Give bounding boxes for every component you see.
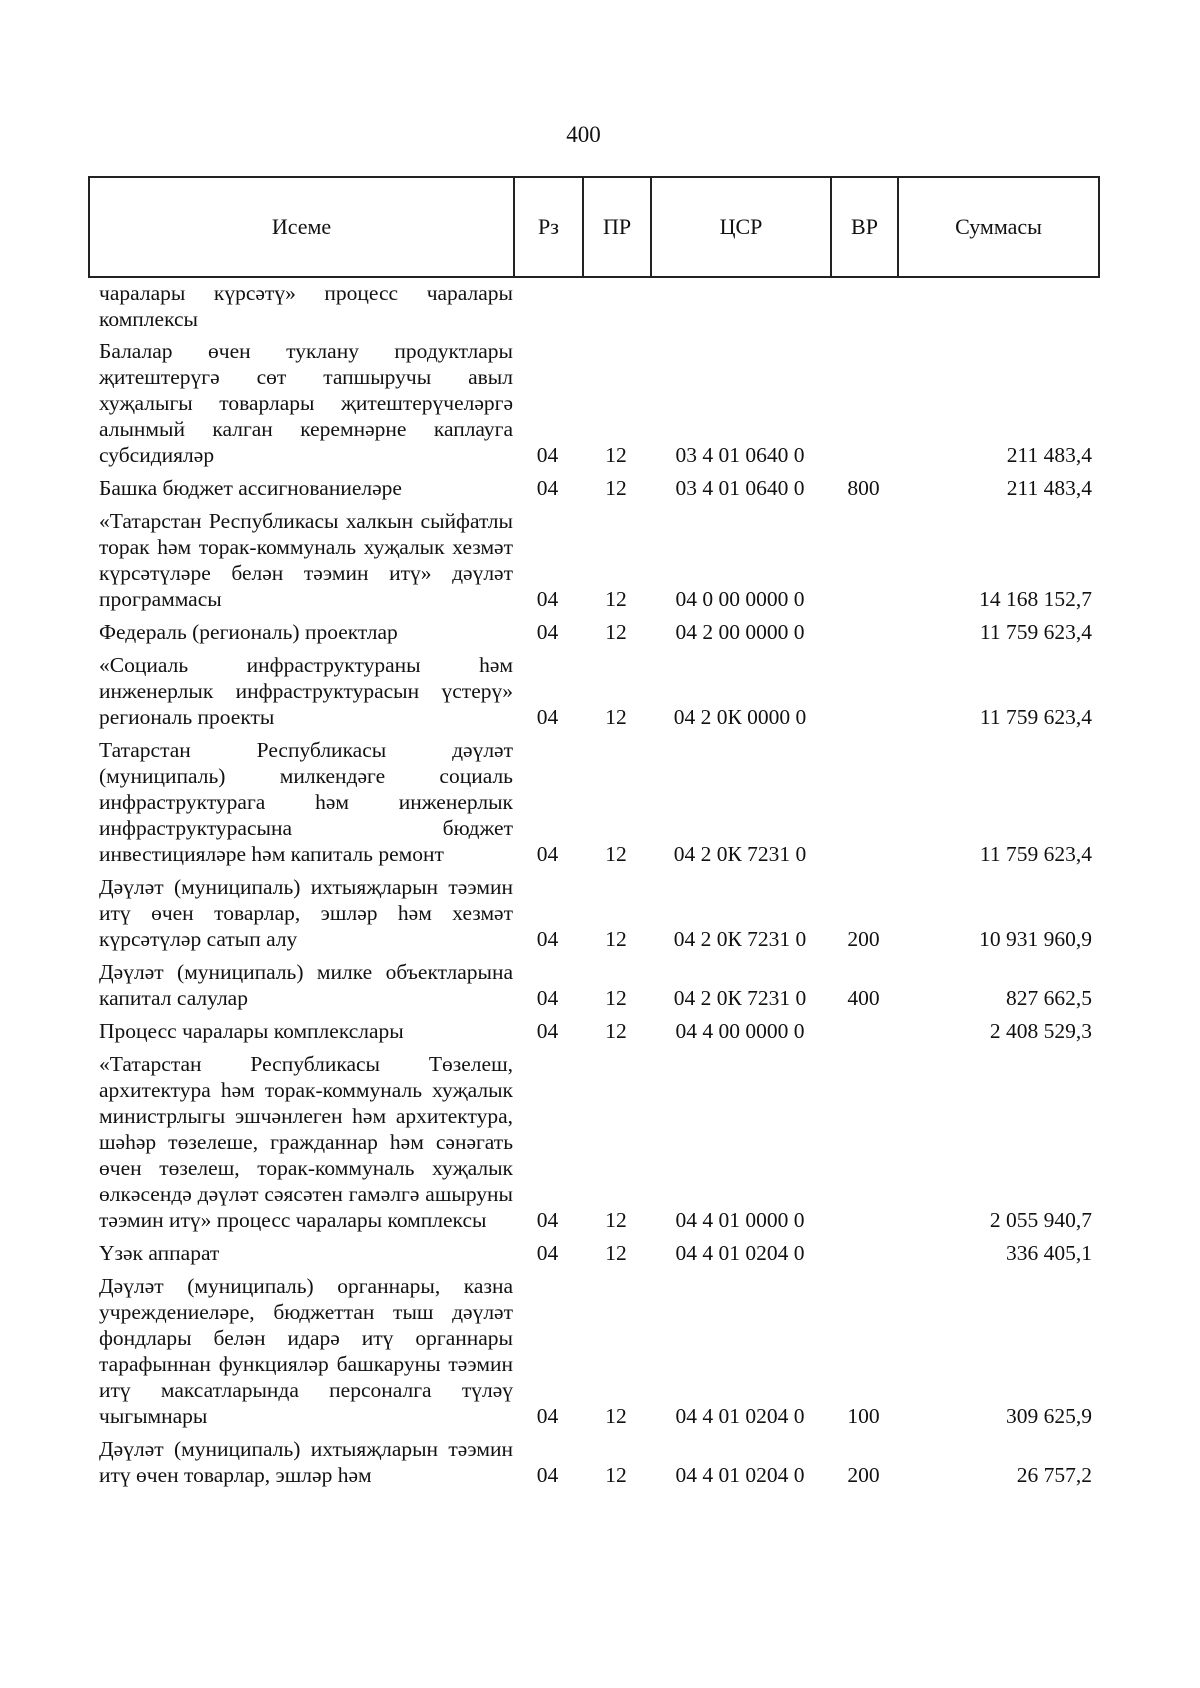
- row-csr: 03 4 01 0640 0: [675, 476, 805, 500]
- row-name: Балалар өчен туклану продуктлары җитештерүгә сөт тапшыручы авыл хуҗалыгы товарлары җитештерүчеләргә алынмый калган керемнәрне каплауга субсидияләр: [99, 339, 513, 467]
- row-sum: 336 405,1: [1006, 1241, 1092, 1265]
- row-pr: 12: [605, 1404, 627, 1428]
- row-pr: 12: [605, 476, 627, 500]
- row-csr: 03 4 01 0640 0: [675, 443, 805, 467]
- row-name: Дәүләт (муниципаль) ихтыяҗларын тәэмин итү өчен товарлар, эшләр һәм: [99, 1437, 513, 1487]
- row-sum: 2 408 529,3: [989, 1019, 1092, 1043]
- row-rz: 04: [536, 476, 559, 500]
- row-name: «Татарстан Республикасы Төзелеш, архитектура һәм торак-коммуналь хуҗалык министрлыгы эшчәнлеген һәм архитектура, шәһәр төзелеше, гражданнар һәм сәнәгать өчен төзелеш, торак-коммуналь хуҗалык өлкәсендә дәүләт сәясәтен гамәлгә ашыруны тәэмин итү» процесс чаралары комплексы: [99, 1052, 513, 1232]
- row-name: чаралары күрсәтү» процесс чаралары комплексы: [99, 281, 513, 331]
- row-name: Процесс чаралары комплекслары: [99, 1019, 404, 1043]
- table-row: [88, 874, 1098, 959]
- row-csr: 04 4 01 0204 0: [675, 1241, 805, 1265]
- row-rz: [513, 280, 582, 338]
- table-row: [88, 737, 1098, 874]
- row-vr: 400: [847, 986, 880, 1010]
- row-rz: 04: [536, 1404, 559, 1428]
- row-sum: 2 055 940,7: [989, 1208, 1092, 1232]
- row-pr: 12: [605, 927, 627, 951]
- row-name: Дәүләт (муниципаль) органнары, казна учреждениеләре, бюджеттан тыш дәүләт фондлары белән идарә итү органнары тарафыннан функцияләр башкаруны тәэмин итү максатларында персоналга түләү чыгымнары: [99, 1274, 513, 1428]
- row-pr: 12: [605, 1019, 627, 1043]
- row-csr: 04 2 0К 7231 0: [673, 986, 807, 1010]
- header-name: Исеме: [89, 177, 514, 277]
- row-rz: 04: [536, 443, 559, 467]
- row-csr: [650, 280, 830, 338]
- row-pr: 12: [605, 705, 627, 729]
- row-csr: 04 0 00 0000 0: [675, 587, 805, 611]
- row-vr: 200: [847, 1463, 880, 1487]
- table-row: [88, 652, 1098, 737]
- row-vr: [830, 619, 897, 652]
- table-row: [88, 475, 1098, 508]
- table-row: [88, 1436, 1098, 1495]
- row-csr: 04 4 01 0000 0: [675, 1208, 805, 1232]
- page-number: 400: [566, 122, 601, 147]
- row-rz: 04: [536, 986, 559, 1010]
- row-vr: [830, 508, 897, 619]
- header-pr: ПР: [583, 177, 651, 277]
- row-name: Үзәк аппарат: [99, 1241, 220, 1265]
- row-csr: 04 2 00 0000 0: [675, 620, 805, 644]
- row-rz: 04: [536, 587, 559, 611]
- row-sum: 211 483,4: [1006, 476, 1092, 500]
- row-pr: 12: [605, 1463, 627, 1487]
- table-header: [88, 176, 1100, 278]
- row-pr: 12: [605, 1241, 627, 1265]
- row-pr: 12: [605, 620, 627, 644]
- header-rz: Рз: [514, 177, 583, 277]
- row-vr: [830, 1018, 897, 1051]
- row-sum: 14 168 152,7: [979, 587, 1092, 611]
- row-sum: 11 759 623,4: [979, 705, 1092, 729]
- row-name: «Социаль инфраструктураны һәм инженерлык инфраструктурасын үстерү» региональ проекты: [99, 653, 513, 729]
- row-name: Федераль (региональ) проектлар: [99, 620, 398, 644]
- row-csr: 04 2 0К 7231 0: [673, 842, 807, 866]
- row-sum: 26 757,2: [1016, 1463, 1092, 1487]
- row-pr: 12: [605, 1208, 627, 1232]
- row-csr: 04 2 0К 0000 0: [673, 705, 807, 729]
- row-vr: 800: [847, 476, 880, 500]
- row-sum: 211 483,4: [1006, 443, 1092, 467]
- row-name: Дәүләт (муниципаль) милке объектларына капитал салулар: [99, 960, 513, 1010]
- row-vr: [830, 1240, 897, 1273]
- row-vr: [830, 737, 897, 874]
- row-sum: 11 759 623,4: [979, 842, 1092, 866]
- row-rz: 04: [536, 1019, 559, 1043]
- header-vr: ВР: [831, 177, 898, 277]
- header-sum: Суммасы: [898, 177, 1099, 277]
- row-vr: [830, 280, 897, 338]
- row-rz: 04: [536, 842, 559, 866]
- row-csr: 04 4 00 0000 0: [675, 1019, 805, 1043]
- row-vr: [830, 1051, 897, 1240]
- table-row: [88, 1273, 1098, 1436]
- row-name: Дәүләт (муниципаль) ихтыяҗларын тәэмин итү өчен товарлар, эшләр һәм хезмәт күрсәтүләр сатып алу: [99, 875, 513, 951]
- row-name: Башка бюджет ассигнованиеләре: [99, 476, 402, 500]
- row-pr: [582, 280, 650, 338]
- row-vr: [830, 652, 897, 737]
- row-pr: 12: [605, 986, 627, 1010]
- row-rz: 04: [536, 705, 559, 729]
- row-sum: [897, 280, 1098, 338]
- row-csr: 04 4 01 0204 0: [675, 1463, 805, 1487]
- row-name: «Татарстан Республикасы халкын сыйфатлы торак һәм торак-коммуналь хуҗалык хезмәт күрсәтүләре белән тәэмин итү» дәүләт программасы: [99, 509, 513, 611]
- table-row: [88, 1051, 1098, 1240]
- row-rz: 04: [536, 927, 559, 951]
- row-vr: [830, 338, 897, 475]
- table-row: [88, 1240, 1098, 1273]
- table-row: [88, 280, 1098, 338]
- row-pr: 12: [605, 587, 627, 611]
- table-row: [88, 619, 1098, 652]
- row-rz: 04: [536, 1208, 559, 1232]
- table-row: [88, 959, 1098, 1018]
- row-pr: 12: [605, 443, 627, 467]
- row-sum: 827 662,5: [1006, 986, 1092, 1010]
- row-vr: 100: [847, 1404, 880, 1428]
- row-name: Татарстан Республикасы дәүләт (муниципаль) милкендәге социаль инфраструктурага һәм инженерлык инфраструктурасына бюджет инвестицияләре һәм капиталь ремонт: [99, 738, 513, 866]
- row-sum: 10 931 960,9: [979, 927, 1092, 951]
- table-row: [88, 338, 1098, 475]
- row-pr: 12: [605, 842, 627, 866]
- row-sum: 309 625,9: [1006, 1404, 1092, 1428]
- budget-table: [88, 280, 1098, 1495]
- row-sum: 11 759 623,4: [979, 620, 1092, 644]
- table-row: [88, 1018, 1098, 1051]
- row-rz: 04: [536, 1463, 559, 1487]
- row-csr: 04 4 01 0204 0: [675, 1404, 805, 1428]
- row-rz: 04: [536, 1241, 559, 1265]
- row-vr: 200: [847, 927, 880, 951]
- row-rz: 04: [536, 620, 559, 644]
- table-row: [88, 508, 1098, 619]
- row-csr: 04 2 0К 7231 0: [673, 927, 807, 951]
- header-csr: ЦСР: [651, 177, 831, 277]
